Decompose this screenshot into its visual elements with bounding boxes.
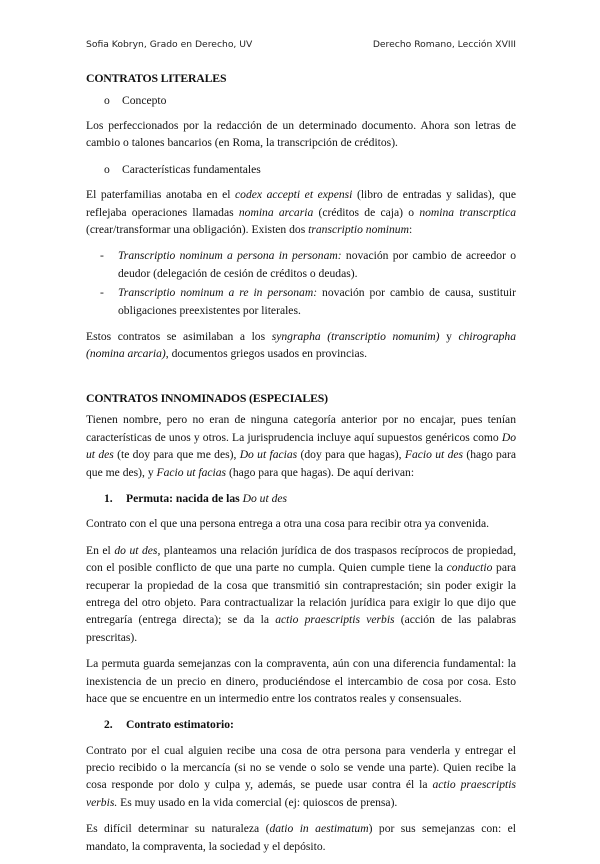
section-title-literales: CONTRATOS LITERALES [86,71,227,85]
circle-bullet-icon: o [104,93,110,107]
text: Contrato por el cual alguien recibe una cosa de otra persona para venderla y entregar el precio recibido o la mercancía (si no se vende o solo se vende una parte). Quien recibe la cosa responde por dolo y culpa y, además, se puede usar contra él la [86,743,516,792]
text: Estos contratos se asimilaban a los [86,329,272,343]
text: (acción de las palabras prescritas). [86,613,516,644]
bullet-concepto [104,92,516,109]
paragraph [86,186,516,238]
dash-item [100,247,516,282]
paragraph [86,328,516,363]
page-header [86,38,516,52]
text: Es difícil determinar su naturaleza ( [86,822,270,836]
text: (créditos de caja) o [313,205,420,219]
header-course: Derecho Romano, Lección XVIII [372,39,516,50]
list-number: 2. [104,718,113,732]
text: : [408,223,413,237]
text-italic: actio praescriptis verbis [275,613,395,627]
text: ) por sus semejanzas con: el mandato, la compraventa, la sociedad y el depósito. [86,822,516,853]
text-italic: codex accepti et expensi [235,188,353,202]
text: y [439,329,459,343]
text-italic: nomina arcaria [238,205,314,219]
text: , documentos griegos usados en provincias. [165,347,368,361]
text: novación por cambio de acreedor o deudor (delegación de cesión de créditos o deudas). [118,249,517,280]
text-italic: syngrapha (transcriptio nomunim) [271,329,440,343]
numbered-heading-text [126,490,287,507]
text: En el [86,543,115,557]
text-italic: Transcriptio nominum a persona in personam: [118,249,342,263]
paragraph: Contrato con el que una persona entrega a otra una cosa para recibir otra ya convenida. [86,517,490,531]
text: para recuperar la propiedad de la cosa que transmitió sin contraprestación; sin poder exigir la entrega del otro objeto. Para contractualizar la relación jurídica para exigir lo que dijo que entregaría (entrega directa); se da la [86,561,516,627]
text-italic: Do ut des [242,492,288,506]
numbered-heading-text: Contrato estimatorio: [126,718,234,732]
paragraph [86,742,516,812]
text: (hago para que me des), y [86,448,517,479]
paragraph [86,411,516,481]
text-italic: Transcriptio nominum a re in personam: [118,286,318,300]
header-author: Sofia Kobryn, Grado en Derecho, UV [86,39,253,50]
text: (doy para que hagas), [297,448,405,462]
dash-bullet-icon: - [100,249,104,263]
text: (te doy para que me des), [113,448,240,462]
paragraph [86,542,516,646]
dash-item [100,284,516,319]
text: Es muy usado en la vida comercial (ej: quioscos de prensa). [117,795,398,809]
section-title-innominados: CONTRATOS INNOMINADOS (ESPECIALES) [86,390,328,405]
text: (crear/transformar una obligación). Existen dos [86,223,309,237]
text-italic: Do ut facias [239,448,298,462]
text-italic: datio in aestimatum [269,822,369,836]
bullet-caracteristicas [104,161,516,178]
text-italic: Facio ut facias [156,465,227,479]
dash-text [118,284,516,319]
text: (libro de entradas y salidas), que reflejaba operaciones llamadas [86,188,516,219]
text: novación por cambio de causa, sustituir obligaciones preexistentes por literales. [118,286,516,317]
text: (hago para que hagas). De aquí derivan: [226,465,415,479]
text-italic: actio praescriptis verbis. [86,778,516,809]
text: El paterfamilias anotaba en el [86,188,236,202]
dash-bullet-icon: - [100,286,104,300]
text-italic: Do ut des [86,430,516,462]
document-body [86,70,516,864]
text: Permuta: nacida de las [126,492,243,506]
text-italic: Facio ut des [404,448,464,462]
text-italic: nomina transcrptica [419,205,517,219]
numbered-heading-estimatorio [104,716,516,733]
paragraph [86,820,516,855]
text-italic: conductio [446,561,493,575]
text-italic: chirographa (nomina arcaria) [86,329,517,361]
text: Tienen nombre, pero no eran de ninguna categoría anterior por no encajar, pues tenían características de unos y otros. La jurisprudencia incluye aquí supuestos genéricos como [86,413,516,444]
text-italic: transcriptio nominum [308,223,409,237]
paragraph: La permuta guarda semejanzas con la compraventa, aún con una diferencia fundamental: la inexistencia de un precio en dinero, produciéndose el intercambio de cosa por cosa. Esto hace que se encuentre en un intermedio entre los contratos reales y consensuales. [86,657,516,705]
bullet-label: Características fundamentales [122,162,261,176]
text: planteamos una relación jurídica de dos traspasos recíprocos de propiedad, con el posible conflicto de que una parte no cumpla. Quien cumple tiene la [86,543,516,575]
bullet-label: Concepto [122,93,167,107]
paragraph: Los perfeccionados por la redacción de un determinado documento. Ahora son letras de cambio o talones bancarios (en Roma, la transcripción de créditos). [86,119,516,150]
circle-bullet-icon: o [104,162,110,176]
list-number: 1. [104,492,113,506]
dash-text [118,247,516,282]
text-italic: do ut des, [114,543,161,557]
numbered-heading-permuta [104,490,516,507]
spacer [86,372,516,390]
